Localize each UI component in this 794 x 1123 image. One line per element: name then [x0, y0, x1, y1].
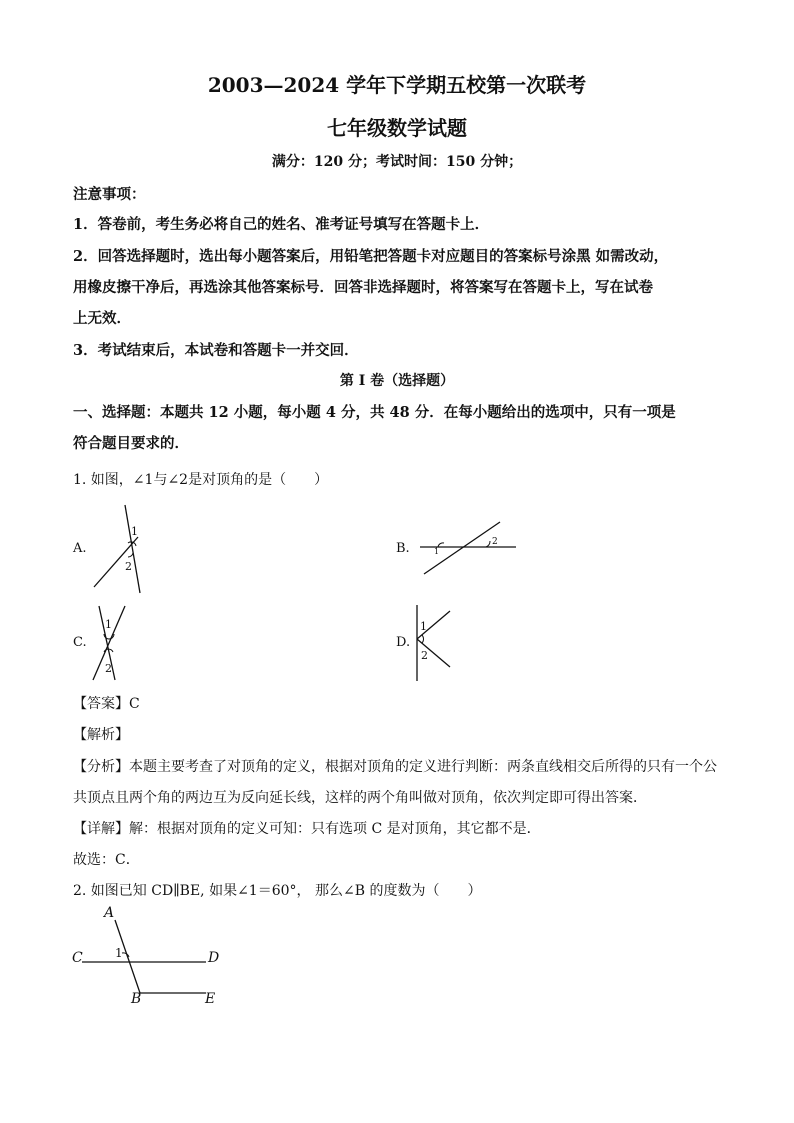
q1-figure-a [88, 505, 148, 595]
q1-detail: 【详解】解：根据对顶角的定义可知：只有选项 C 是对顶角，其它都不是． [73, 821, 541, 837]
q1-choice: 故选：C． [73, 852, 140, 868]
q2-point-e: E [205, 991, 216, 1007]
q1-option-b: B. [396, 541, 410, 556]
q2-stem: 2. 如图已知 CD∥BE, 如果∠1＝60°， 那么∠B 的度数为（ ） [73, 883, 482, 899]
q1-stem: 1. 如图，∠1与∠2是对顶角的是（ ） [73, 472, 329, 488]
q1-analysis-line-2: 共顶点且两个角的两边互为反向延长线，这样的两个角叫做对顶角，依次判定即可得出答案． [73, 790, 647, 806]
q2-figure [70, 903, 230, 1008]
q1-analysis-heading: 【解析】 [73, 727, 129, 743]
exam-title: 2003—2024 学年下学期五校第一次联考 [207, 73, 587, 97]
section-title: 第 I 卷（选择题） [339, 373, 455, 389]
notice-heading: 注意事项： [73, 186, 146, 203]
q1-figure-d [412, 603, 457, 683]
q2-point-b: B [131, 991, 142, 1007]
q1-c-label-1: 1 [105, 618, 112, 631]
q2-angle-label: 1 [115, 946, 123, 960]
q1-d-label-2: 2 [421, 649, 428, 662]
q1-option-a: A. [73, 541, 87, 556]
notice-item-2-line-2: 用橡皮擦干净后，再选涂其他答案标号．回答非选择题时，将答案写在答题卡上，写在试卷 [73, 279, 653, 296]
q1-b-label-1: 1 [434, 547, 440, 556]
q1-option-c: C. [73, 635, 87, 650]
q2-point-d: D [208, 950, 220, 966]
section-intro-line-2: 符合题目要求的． [73, 435, 189, 452]
q1-figure-c [88, 604, 138, 684]
q1-answer: 【答案】C [73, 696, 140, 712]
notice-item-2-line-1: 2．回答选择题时，选出每小题答案后，用铅笔把答题卡对应题目的答案标号涂黑 如需改动， [73, 248, 669, 265]
notice-item-3: 3．考试结束后，本试卷和答题卡一并交回． [73, 342, 359, 359]
q2-point-c: C [72, 950, 83, 966]
q2-point-a: A [104, 905, 115, 921]
notice-item-1: 1．答卷前，考生务必将自己的姓名、准考证号填写在答题卡上． [73, 216, 490, 233]
notice-item-2-line-3: 上无效． [73, 310, 131, 327]
q1-analysis-line-1: 【分析】本题主要考查了对顶角的定义，根据对顶角的定义进行判断：两条直线相交后所得的只有一个公 [73, 759, 717, 775]
q1-b-label-2: 2 [492, 537, 498, 547]
q1-option-d: D. [396, 635, 411, 650]
exam-info: 满分：120 分；考试时间：150 分钟； [271, 154, 523, 170]
q1-a-label-2: 2 [125, 560, 132, 573]
q1-a-label-1: 1 [131, 525, 138, 538]
q1-c-label-2: 2 [105, 662, 112, 675]
exam-subtitle: 七年级数学试题 [327, 116, 467, 140]
q1-d-label-1: 1 [420, 620, 427, 633]
section-intro-line-1: 一、选择题：本题共 12 小题，每小题 4 分，共 48 分．在每小题给出的选项中，只有一项是 [73, 404, 676, 421]
q1-figure-b [414, 518, 524, 578]
